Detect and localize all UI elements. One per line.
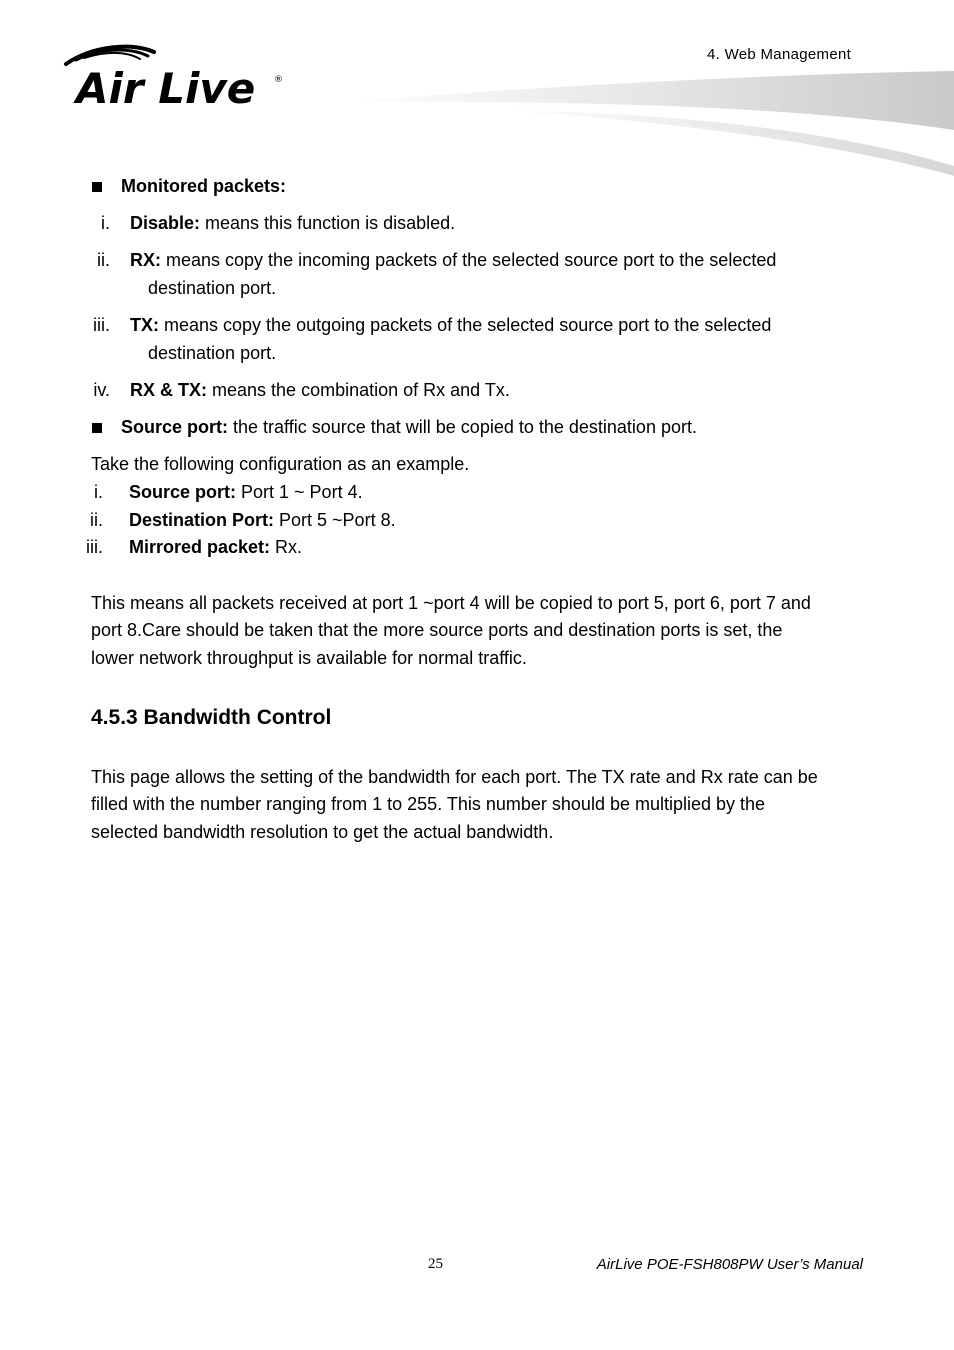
list-marker: ii. xyxy=(90,510,103,530)
header-swoosh-graphic xyxy=(340,68,954,180)
list-item: Source port: Port 1 ~ Port 4. xyxy=(129,482,363,502)
list-item: Destination Port: Port 5 ~Port 8. xyxy=(129,510,396,530)
list-item-continuation: destination port. xyxy=(148,343,277,363)
list-item: Mirrored packet: Rx. xyxy=(129,537,303,557)
paragraph-line: lower network throughput is available for normal traffic. xyxy=(91,648,527,668)
airlive-logo xyxy=(62,42,287,112)
list-item: RX: means copy the incoming packets of the selected source port to the selected xyxy=(130,250,777,270)
logo-wordmark: Air Live xyxy=(76,64,256,112)
paragraph-line: selected bandwidth resolution to get the actual bandwidth. xyxy=(91,822,554,842)
list-item: TX: means copy the outgoing packets of the selected source port to the selected xyxy=(130,315,772,335)
list-item: Disable: means this function is disabled. xyxy=(130,213,456,233)
list-marker: i. xyxy=(94,482,103,502)
source-port-item: Source port: the traffic source that will be copied to the destination port. xyxy=(92,415,697,439)
manual-title: AirLive POE-FSH808PW User’s Manual xyxy=(596,1256,863,1273)
list-marker: i. xyxy=(101,213,110,233)
square-bullet-icon xyxy=(92,423,102,433)
paragraph-line: port 8.Care should be taken that the more source ports and destination ports is set, the xyxy=(91,620,783,640)
page-number: 25 xyxy=(428,1256,443,1272)
monitored-packets-heading: Monitored packets: xyxy=(92,174,286,198)
registered-mark: ® xyxy=(274,75,283,85)
paragraph-line: This page allows the setting of the bandwidth for each port. The TX rate and Rx rate can be xyxy=(91,767,818,787)
list-marker: iv. xyxy=(93,380,110,400)
square-bullet-icon xyxy=(92,182,102,192)
list-marker: iii. xyxy=(86,537,103,557)
example-intro: Take the following configuration as an example. xyxy=(91,454,470,474)
list-item-continuation: destination port. xyxy=(148,278,277,298)
list-marker: ii. xyxy=(97,250,110,270)
list-item: RX & TX: means the combination of Rx and Tx. xyxy=(130,380,510,400)
paragraph-line: This means all packets received at port 1 ~port 4 will be copied to port 5, port 6, port 7 and xyxy=(91,593,811,613)
section-label: 4. Web Management xyxy=(707,46,852,63)
paragraph-line: filled with the number ranging from 1 to 255. This number should be multiplied by the xyxy=(91,794,766,814)
section-heading: 4.5.3 Bandwidth Control xyxy=(91,706,332,729)
list-marker: iii. xyxy=(93,315,110,335)
